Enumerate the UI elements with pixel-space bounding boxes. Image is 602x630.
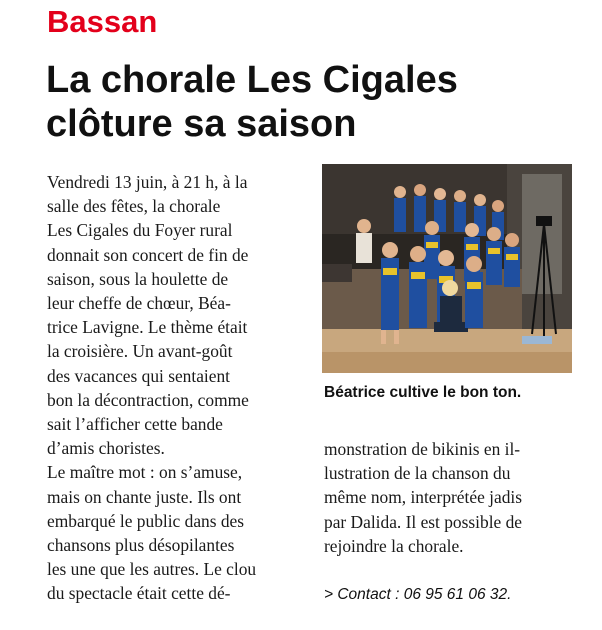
body-line: les une que les autres. Le clou bbox=[47, 559, 257, 580]
contact-line: > Contact : 06 95 61 06 32. bbox=[324, 586, 512, 603]
body-line: la croisière. Un avant-goût bbox=[47, 341, 233, 362]
body-line: des vacances qui sentaient bbox=[47, 365, 231, 386]
body-line: Les Cigales du Foyer rural bbox=[47, 220, 233, 241]
article-body-left-column bbox=[47, 170, 303, 606]
photo-caption: Béatrice cultive le bon ton. bbox=[324, 384, 522, 401]
body-line: du spectacle était cette dé- bbox=[47, 583, 231, 604]
body-line: sait l’afficher cette bande bbox=[47, 414, 223, 435]
body-line: bon la décontraction, comme bbox=[47, 389, 249, 410]
body-line: Le maître mot : on s’amuse, bbox=[47, 462, 243, 483]
body-line: chansons plus désopilantes bbox=[47, 535, 235, 556]
body-line: leur cheffe de chœur, Béa- bbox=[47, 293, 231, 314]
body-line: rejoindre la chorale. bbox=[324, 535, 464, 556]
article-body-right-column bbox=[324, 437, 580, 558]
body-line: trice Lavigne. Le thème était bbox=[47, 317, 248, 338]
body-line: mais on chante juste. Ils ont bbox=[47, 486, 242, 507]
body-line: même nom, interprétée jadis bbox=[324, 487, 522, 508]
article-headline bbox=[46, 58, 586, 146]
body-line: lustration de la chanson du bbox=[324, 463, 511, 484]
headline-line-2: clôture sa saison bbox=[46, 103, 357, 145]
headline-line-1: La chorale Les Cigales bbox=[46, 59, 458, 101]
body-line: par Dalida. Il est possible de bbox=[324, 511, 523, 532]
choir-photo bbox=[322, 164, 572, 373]
body-line: embarqué le public dans des bbox=[47, 510, 245, 531]
body-line: saison, sous la houlette de bbox=[47, 268, 229, 289]
body-line: donnait son concert de fin de bbox=[47, 244, 249, 265]
body-line: salle des fêtes, la chorale bbox=[47, 196, 221, 217]
body-line: Vendredi 13 juin, à 21 h, à la bbox=[47, 172, 248, 192]
body-line: d’amis choristes. bbox=[47, 438, 165, 459]
section-kicker: Bassan bbox=[47, 4, 158, 39]
body-line: monstration de bikinis en il- bbox=[324, 439, 521, 459]
